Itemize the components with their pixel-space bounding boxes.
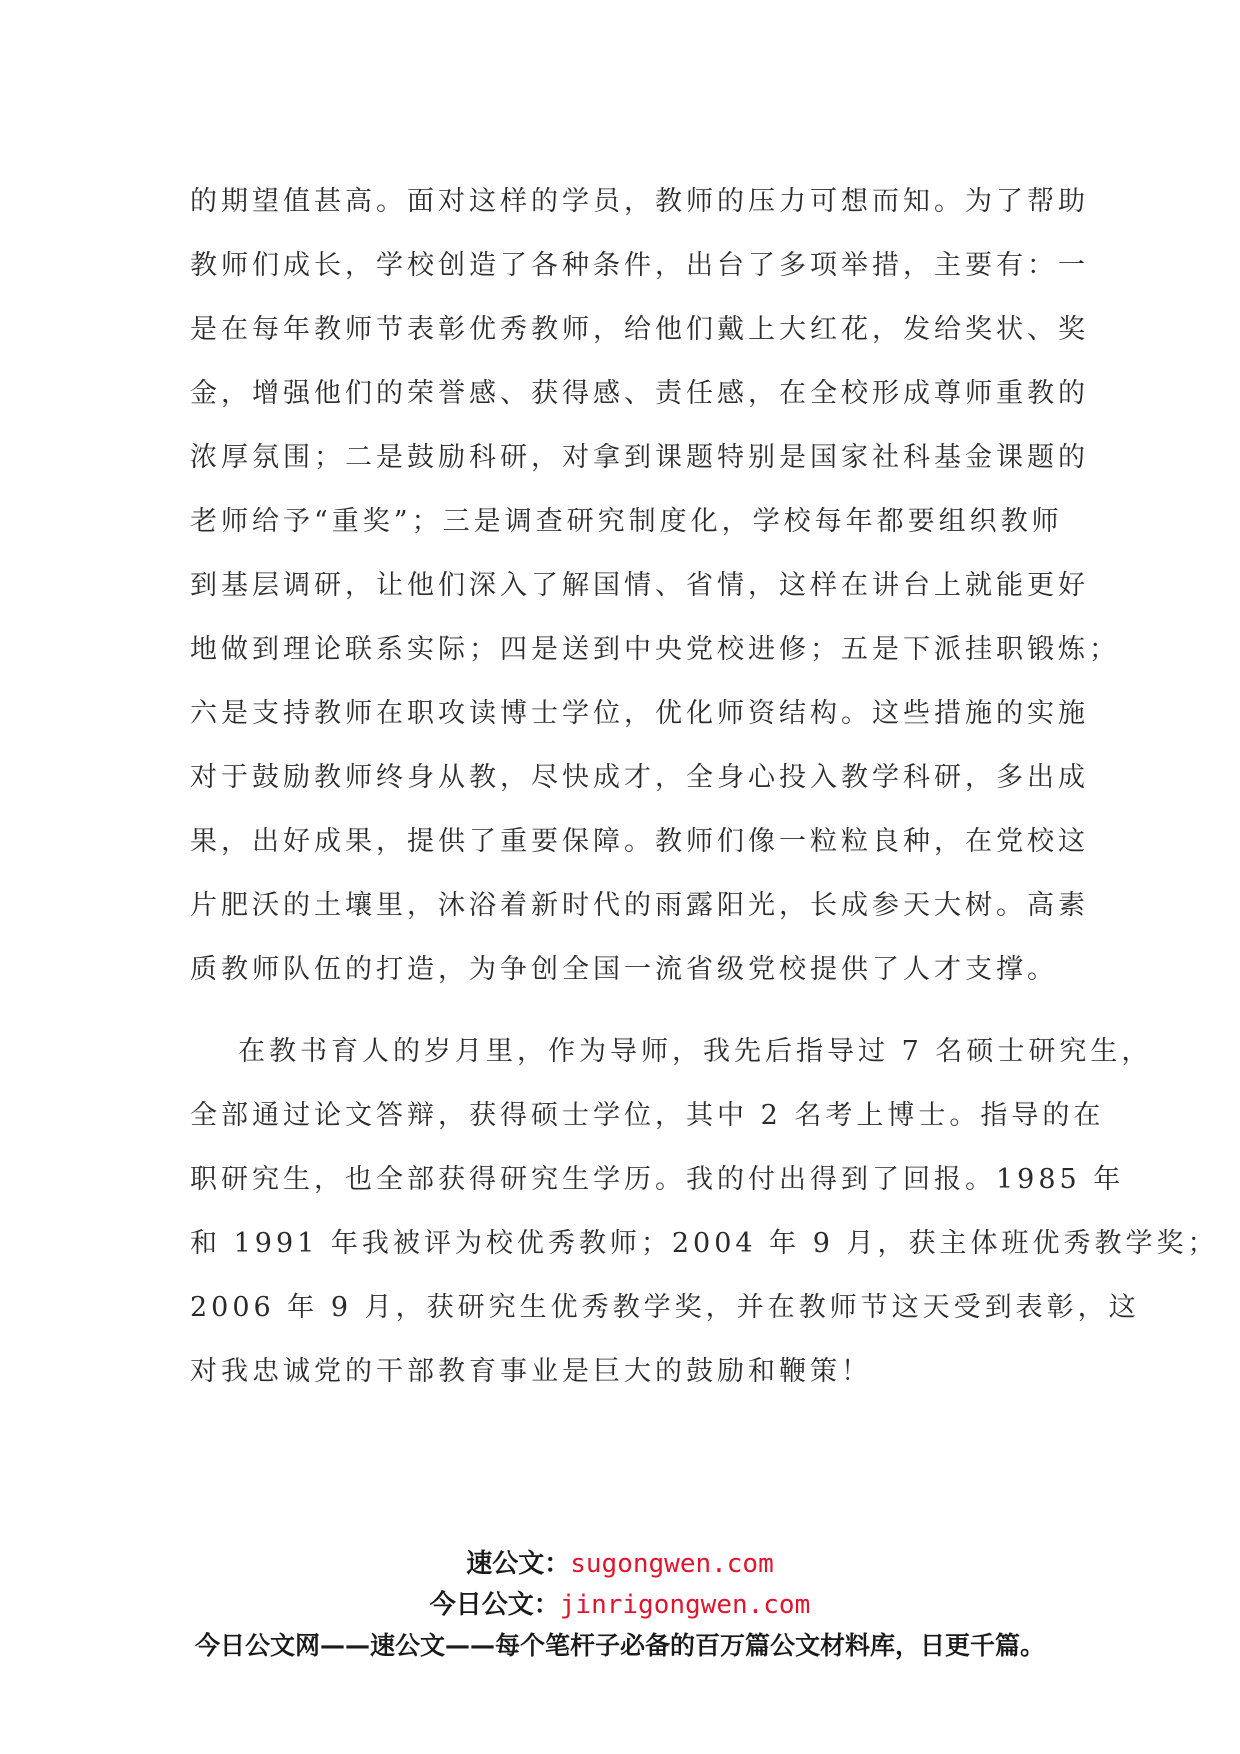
text-line: 对我忠诚党的干部教育事业是巨大的鼓励和鞭策！ [190, 1356, 872, 1387]
text-line: 和 1991 年我被评为校优秀教师；2004 年 9 月，获主体班优秀教学奖； [190, 1228, 1219, 1259]
text-line: 地做到理论联系实际；四是送到中央党校进修；五是下派挂职锻炼； [190, 634, 1120, 665]
text-line: 2006 年 9 月，获研究生优秀教学奖，并在教师节这天受到表彰，这 [190, 1292, 1140, 1323]
footer-link-sugongwen[interactable]: sugongwen.com [570, 1549, 774, 1579]
text-line: 片肥沃的土壤里，沐浴着新时代的雨露阳光，长成参天大树。高素 [190, 890, 1089, 921]
text-line: 浓厚氛围；二是鼓励科研，对拿到课题特别是国家社科基金课题的 [190, 442, 1089, 473]
footer-label: 速公文： [466, 1549, 571, 1579]
text-line: 老师给予“重奖”；三是调查研究制度化，学校每年都要组织教师 [190, 506, 1063, 537]
text-line: 的期望值甚高。面对这样的学员，教师的压力可想而知。为了帮助 [190, 186, 1089, 217]
text-line: 果，出好成果，提供了重要保障。教师们像一粒粒良种，在党校这 [190, 826, 1089, 857]
text-line: 在教书育人的岁月里，作为导师，我先后指导过 7 名硕士研究生， [238, 1036, 1153, 1067]
text-line: 教师们成长，学校创造了各种条件，出台了多项举措，主要有：一 [190, 250, 1089, 281]
footer-link-jinrigongwen[interactable]: jinrigongwen.com [559, 1590, 811, 1620]
paragraph-1 [190, 170, 1120, 1002]
text-line: 对于鼓励教师终身从教，尽快成才，全身心投入教学科研，多出成 [190, 762, 1089, 793]
footer-slogan: 今日公文网——速公文——每个笔杆子必备的百万篇公文材料库，日更千篇。 [194, 1631, 1045, 1660]
footer-jinrigongwen [0, 1584, 1240, 1621]
text-line: 六是支持教师在职攻读博士学位，优化师资结构。这些措施的实施 [190, 698, 1089, 729]
text-line: 质教师队伍的打造，为争创全国一流省级党校提供了人才支撑。 [190, 954, 1058, 985]
text-line: 全部通过论文答辩，获得硕士学位，其中 2 名考上博士。指导的在 [190, 1100, 1105, 1131]
paragraph-spacer [190, 1002, 1052, 1020]
paragraph-2 [190, 1020, 1219, 1404]
text-line: 到基层调研，让他们深入了解国情、省情，这样在讲台上就能更好 [190, 570, 1089, 601]
footer-sugongwen [0, 1543, 1240, 1580]
text-line: 金，增强他们的荣誉感、获得感、责任感，在全校形成尊师重教的 [190, 378, 1089, 409]
footer-label: 今日公文： [429, 1590, 560, 1620]
text-line: 职研究生，也全部获得研究生学历。我的付出得到了回报。1985 年 [190, 1164, 1125, 1195]
document-body [190, 170, 1219, 1404]
text-line: 是在每年教师节表彰优秀教师，给他们戴上大红花，发给奖状、奖 [190, 314, 1089, 345]
